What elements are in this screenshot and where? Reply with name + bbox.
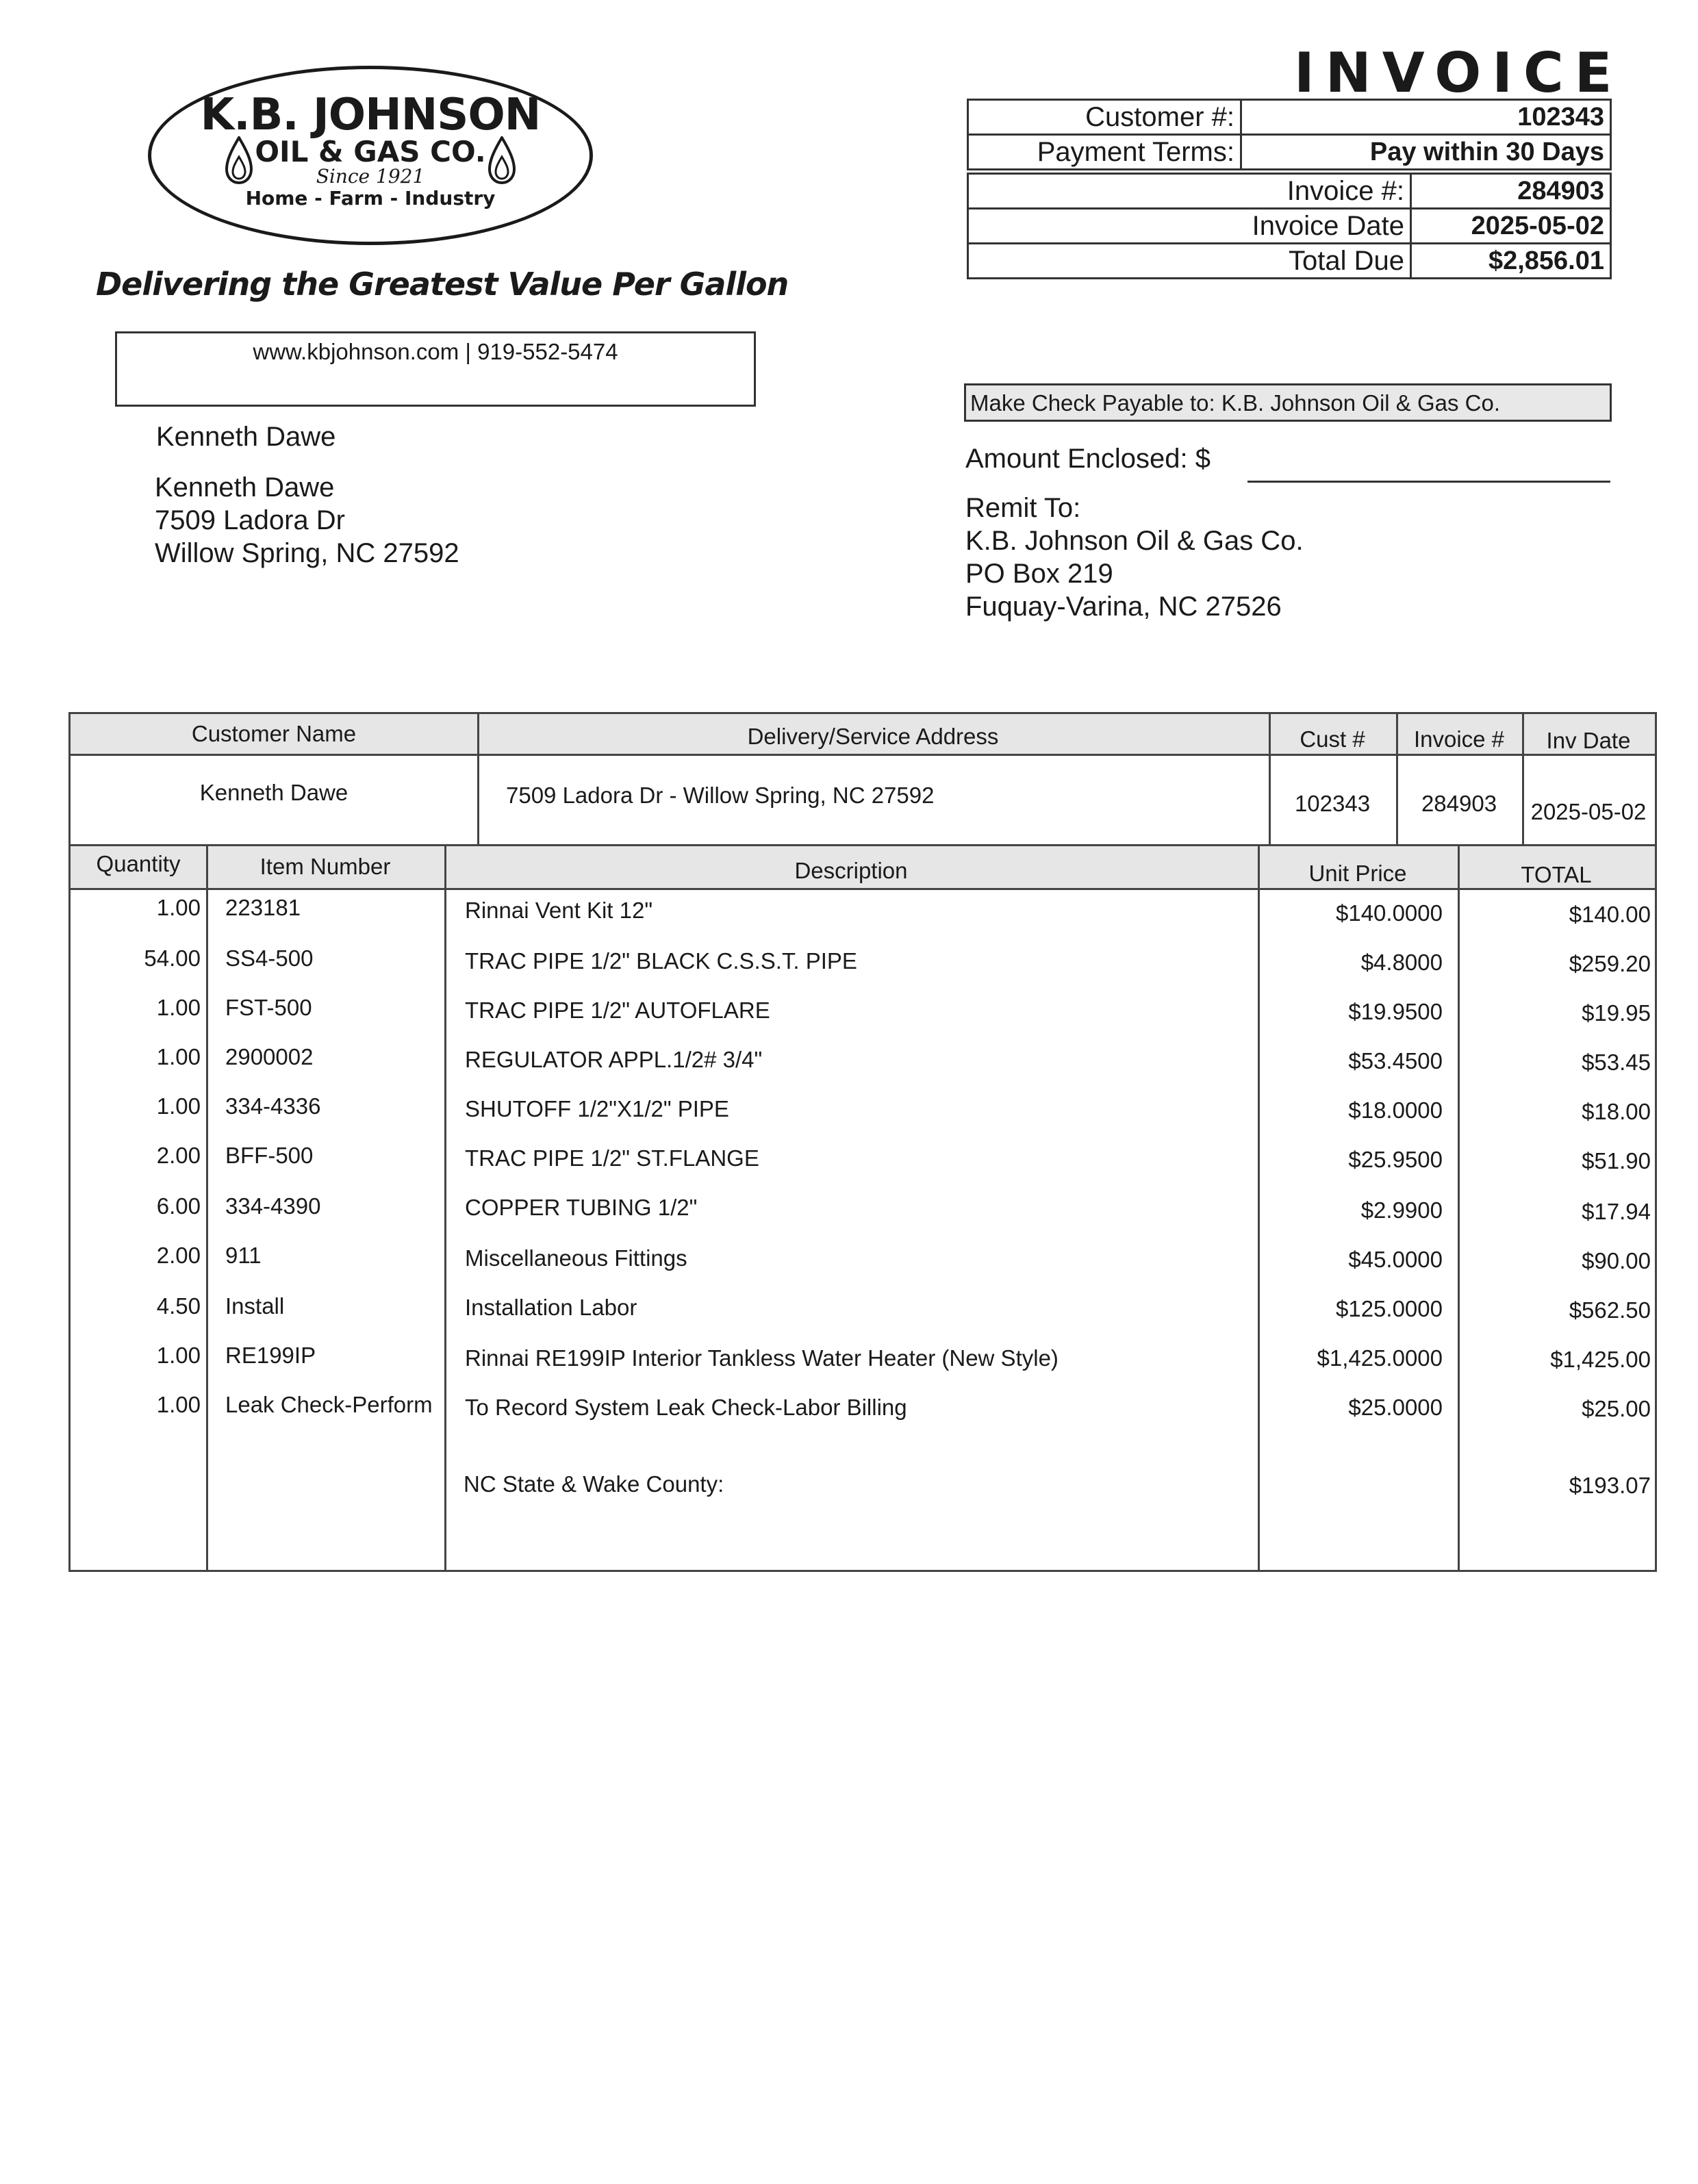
item-number: BFF-500 bbox=[225, 1143, 314, 1168]
item-description: Miscellaneous Fittings bbox=[465, 1245, 687, 1271]
item-total: $25.00 bbox=[1582, 1396, 1651, 1421]
summary-address: 7509 Ladora Dr - Willow Spring, NC 27592 bbox=[506, 783, 935, 808]
col-header-total: TOTAL bbox=[1521, 862, 1592, 887]
header-row-total bbox=[968, 244, 1611, 279]
header-label: Invoice #: bbox=[968, 174, 1411, 209]
header-label: Invoice Date bbox=[968, 209, 1411, 244]
item-quantity: 1.00 bbox=[156, 1392, 201, 1417]
rule bbox=[206, 844, 208, 1570]
item-quantity: 1.00 bbox=[156, 1044, 201, 1069]
item-quantity: 2.00 bbox=[156, 1143, 201, 1168]
col-header-address: Delivery/Service Address bbox=[747, 724, 999, 749]
item-unit-price: $1,425.0000 bbox=[1317, 1345, 1443, 1371]
contact-info: www.kbjohnson.com | 919-552-5474 bbox=[253, 339, 618, 364]
item-unit-price: $4.8000 bbox=[1360, 950, 1443, 975]
item-unit-price: $19.9500 bbox=[1348, 999, 1443, 1024]
col-header-date: Inv Date bbox=[1546, 728, 1631, 753]
header-row-date bbox=[968, 209, 1611, 244]
item-quantity: 1.00 bbox=[156, 895, 201, 920]
item-total: $17.94 bbox=[1582, 1199, 1651, 1224]
item-description: Installation Labor bbox=[465, 1295, 637, 1320]
bill-to-city: Willow Spring, NC 27592 bbox=[155, 538, 459, 568]
item-number: SS4-500 bbox=[225, 945, 314, 971]
header-label: Payment Terms: bbox=[968, 135, 1241, 170]
contact-box bbox=[115, 331, 756, 407]
header-row-terms bbox=[968, 135, 1611, 170]
logo-tagline: Home - Farm - Industry bbox=[245, 187, 496, 209]
slogan: Delivering the Greatest Value Per Gallon bbox=[96, 266, 789, 303]
tax-description: NC State & Wake County: bbox=[464, 1471, 724, 1497]
item-number: 223181 bbox=[225, 895, 301, 920]
rule bbox=[71, 844, 1655, 846]
item-total: $90.00 bbox=[1582, 1248, 1651, 1273]
rule bbox=[71, 888, 1655, 890]
item-quantity: 2.00 bbox=[156, 1243, 201, 1268]
item-total: $51.90 bbox=[1582, 1148, 1651, 1173]
item-total: $18.00 bbox=[1582, 1099, 1651, 1124]
header-value: 2025-05-02 bbox=[1411, 209, 1611, 244]
item-total: $19.95 bbox=[1582, 1000, 1651, 1026]
item-unit-price: $2.9900 bbox=[1360, 1197, 1443, 1223]
header-label: Total Due bbox=[968, 244, 1411, 279]
item-number: Install bbox=[225, 1293, 285, 1319]
remit-label: Remit To: bbox=[965, 493, 1081, 523]
item-unit-price: $45.0000 bbox=[1348, 1247, 1443, 1272]
item-total: $1,425.00 bbox=[1550, 1347, 1651, 1372]
item-total: $259.20 bbox=[1569, 951, 1651, 976]
item-description: SHUTOFF 1/2"X1/2" PIPE bbox=[465, 1096, 729, 1121]
bill-to-name: Kenneth Dawe bbox=[155, 472, 335, 503]
item-total: $140.00 bbox=[1569, 902, 1651, 927]
amount-enclosed-label: Amount Enclosed: $ bbox=[965, 444, 1211, 474]
item-unit-price: $25.9500 bbox=[1348, 1147, 1443, 1172]
item-unit-price: $140.0000 bbox=[1336, 900, 1443, 926]
item-description: COPPER TUBING 1/2" bbox=[465, 1195, 698, 1220]
invoice-detail-table bbox=[68, 712, 1657, 1572]
item-description: To Record System Leak Check-Labor Billing bbox=[465, 1395, 907, 1420]
header-value: 102343 bbox=[1241, 100, 1611, 135]
item-number: Leak Check-Perform bbox=[225, 1392, 433, 1417]
customer-name-line: Kenneth Dawe bbox=[156, 422, 336, 452]
summary-customer-name: Kenneth Dawe bbox=[199, 780, 349, 805]
rule bbox=[444, 844, 446, 1570]
item-description: TRAC PIPE 1/2" BLACK C.S.S.T. PIPE bbox=[465, 948, 857, 974]
col-header-quantity: Quantity bbox=[96, 851, 181, 876]
invoice-header-table bbox=[967, 99, 1612, 170]
item-number: 334-4336 bbox=[225, 1093, 321, 1119]
header-value: 284903 bbox=[1411, 174, 1611, 209]
col-header-cust: Cust # bbox=[1300, 726, 1365, 752]
col-header-unit-price: Unit Price bbox=[1308, 861, 1407, 886]
invoice-title: INVOICE bbox=[1294, 41, 1623, 105]
item-unit-price: $125.0000 bbox=[1336, 1296, 1443, 1321]
item-description: Rinnai Vent Kit 12" bbox=[465, 898, 653, 923]
item-unit-price: $18.0000 bbox=[1348, 1097, 1443, 1123]
item-total: $562.50 bbox=[1569, 1297, 1651, 1323]
header-label: Customer #: bbox=[968, 100, 1241, 135]
item-description: TRAC PIPE 1/2" ST.FLANGE bbox=[465, 1145, 759, 1171]
logo-company-name: K.B. JOHNSON bbox=[200, 90, 541, 140]
item-total: $53.45 bbox=[1582, 1050, 1651, 1075]
item-number: 334-4390 bbox=[225, 1193, 321, 1219]
logo-since: Since 1921 bbox=[316, 165, 425, 188]
header-row-invoice bbox=[968, 174, 1611, 209]
item-unit-price: $53.4500 bbox=[1348, 1048, 1443, 1074]
summary-cust: 102343 bbox=[1294, 791, 1371, 816]
logo-subtitle: OIL & GAS CO. bbox=[255, 135, 486, 168]
remit-to-address bbox=[965, 492, 1304, 623]
summary-invoice: 284903 bbox=[1421, 791, 1497, 816]
item-quantity: 1.00 bbox=[156, 995, 201, 1020]
item-quantity: 6.00 bbox=[156, 1193, 201, 1219]
invoice-totals-table bbox=[967, 173, 1612, 279]
item-number: 911 bbox=[225, 1243, 262, 1268]
col-header-description: Description bbox=[794, 858, 908, 883]
remit-box: PO Box 219 bbox=[965, 559, 1113, 589]
item-unit-price: $25.0000 bbox=[1348, 1395, 1443, 1420]
col-header-customer-name: Customer Name bbox=[191, 721, 357, 746]
item-number: FST-500 bbox=[225, 995, 312, 1020]
item-description: REGULATOR APPL.1/2# 3/4" bbox=[465, 1047, 763, 1072]
remit-name: K.B. Johnson Oil & Gas Co. bbox=[965, 526, 1304, 556]
col-header-invoice: Invoice # bbox=[1413, 726, 1505, 752]
rule bbox=[71, 754, 1655, 756]
item-description: Rinnai RE199IP Interior Tankless Water Heater (New Style) bbox=[465, 1345, 1059, 1371]
summary-date: 2025-05-02 bbox=[1530, 799, 1647, 824]
item-description: TRAC PIPE 1/2" AUTOFLARE bbox=[465, 998, 770, 1023]
header-value: Pay within 30 Days bbox=[1241, 135, 1611, 170]
check-payable-box: Make Check Payable to: K.B. Johnson Oil & Gas Co. bbox=[964, 383, 1612, 422]
item-number: 2900002 bbox=[225, 1044, 314, 1069]
item-number: RE199IP bbox=[225, 1343, 316, 1368]
bill-to-address bbox=[155, 471, 459, 570]
col-header-item-number: Item Number bbox=[259, 854, 391, 879]
tax-total: $193.07 bbox=[1569, 1473, 1651, 1498]
bill-to-street: 7509 Ladora Dr bbox=[155, 505, 345, 535]
item-quantity: 4.50 bbox=[156, 1293, 201, 1319]
company-logo bbox=[148, 66, 593, 245]
item-quantity: 54.00 bbox=[144, 945, 201, 971]
item-quantity: 1.00 bbox=[156, 1343, 201, 1368]
item-quantity: 1.00 bbox=[156, 1093, 201, 1119]
remit-city: Fuquay-Varina, NC 27526 bbox=[965, 592, 1282, 622]
amount-enclosed-line bbox=[1247, 481, 1610, 483]
header-value: $2,856.01 bbox=[1411, 244, 1611, 279]
header-row-customer bbox=[968, 100, 1611, 135]
